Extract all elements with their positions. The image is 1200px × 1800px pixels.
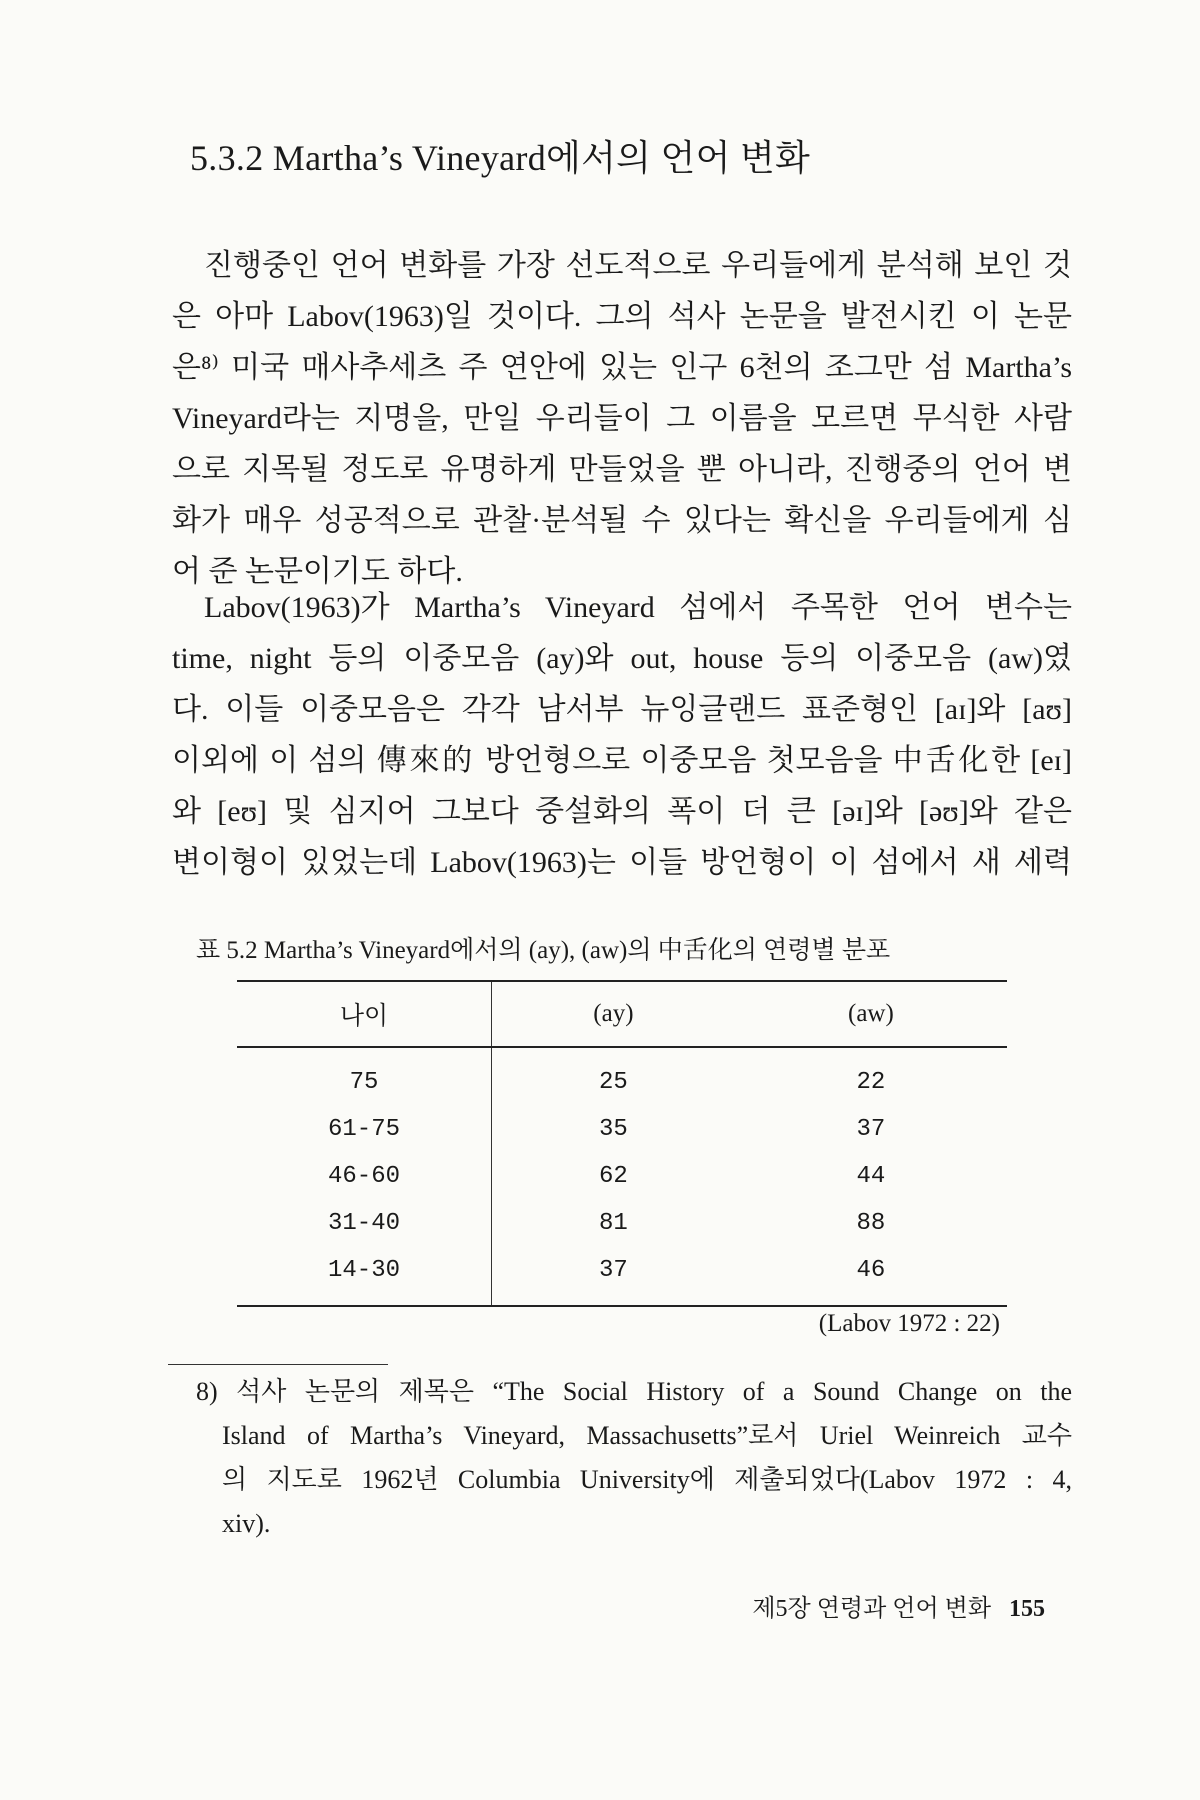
table-row (237, 1247, 1007, 1306)
footnote (196, 1370, 1072, 1546)
header-age: 나이 (237, 981, 492, 1047)
cell-ay: 25 (599, 1069, 628, 1096)
table-row (237, 1047, 1007, 1106)
paragraph-line: 은⁸⁾ 미국 매사추세츠 주 연안에 있는 인구 6천의 조그만 섬 Martha’s (172, 351, 1072, 384)
paragraph-line: 와 [eʊ] 및 심지어 그보다 중설화의 폭이 더 큰 [əɪ]와 [əʊ]와 같은 (172, 795, 1072, 828)
section-title: 5.3.2 Martha’s Vineyard에서의 언어 변화 (190, 138, 811, 178)
cell-ay: 62 (599, 1163, 628, 1190)
table-row (237, 1200, 1007, 1247)
page-number: 155 (1009, 1596, 1045, 1622)
cell-aw: 22 (856, 1069, 886, 1096)
footnote-line: Island of Martha’s Vineyard, Massachusetts”로서 Uriel Weinreich 교수 (222, 1421, 1072, 1450)
data-table (237, 980, 1007, 1307)
cell-aw: 44 (856, 1163, 886, 1190)
footnote-line: 의 지도로 1962년 Columbia University에 제출되었다(Labov 1972 : 4, (222, 1465, 1072, 1494)
running-footer (752, 1588, 1045, 1623)
chapter-title: 제5장 연령과 언어 변화 (752, 1596, 991, 1622)
paragraph-line: 진행중인 언어 변화를 가장 선도적으로 우리들에게 분석해 보인 것 (204, 249, 1072, 282)
paragraph-line: 변이형이 있었는데 Labov(1963)는 이들 방언형이 이 섬에서 새 세력 (172, 846, 1072, 879)
table-header-row (237, 981, 1007, 1047)
paragraph-line: 어 준 논문이기도 하다. (172, 555, 463, 588)
cell-aw: 46 (735, 1247, 1007, 1306)
paragraph-line: Labov(1963)가 Martha’s Vineyard 섬에서 주목한 언어 변수는 (204, 591, 1072, 624)
cell-age: 46-60 (237, 1153, 492, 1200)
cell-age: 75 (237, 1047, 492, 1106)
paragraph-line: 은 아마 Labov(1963)일 것이다. 그의 석사 논문을 발전시킨 이 논문 (172, 300, 1072, 333)
paragraph-line: 다. 이들 이중모음은 각각 남서부 뉴잉글랜드 표준형인 [aɪ]와 [aʊ] (172, 693, 1072, 726)
paragraph-line: 화가 매우 성공적으로 관찰·분석될 수 있다는 확신을 우리들에게 심 (172, 504, 1072, 537)
cell-aw: 88 (856, 1210, 886, 1237)
cell-aw: 37 (856, 1116, 886, 1143)
body-paragraph-2 (172, 582, 1072, 888)
paragraph-line: Vineyard라는 지명을, 만일 우리들이 그 이름을 모르면 무식한 사람 (172, 402, 1072, 435)
paragraph-line: 이외에 이 섬의 傳來的 방언형으로 이중모음 첫모음을 中舌化한 [eɪ] (172, 744, 1072, 777)
cell-ay: 35 (599, 1116, 628, 1143)
paragraph-line: time, night 등의 이중모음 (ay)와 out, house 등의 이중모음 (aw)였 (172, 642, 1072, 675)
cell-age: 14-30 (237, 1247, 492, 1306)
header-aw: (aw) (735, 981, 1007, 1047)
cell-ay: 81 (599, 1210, 628, 1237)
cell-age: 61-75 (237, 1106, 492, 1153)
table-source-citation: (Labov 1972 : 22) (818, 1310, 1000, 1337)
footnote-line: 8) 석사 논문의 제목은 “The Social History of a Sound Change on the (196, 1377, 1072, 1406)
paragraph-line: 으로 지목될 정도로 유명하게 만들었을 뿐 아니라, 진행중의 언어 변 (172, 453, 1072, 486)
footnote-divider (168, 1364, 388, 1365)
body-paragraph-1 (172, 240, 1072, 597)
cell-age: 31-40 (237, 1200, 492, 1247)
table-caption: 표 5.2 Martha’s Vineyard에서의 (ay), (aw)의 中舌化의 연령별 분포 (196, 937, 891, 964)
header-ay: (ay) (492, 981, 735, 1047)
table-row (237, 1106, 1007, 1153)
cell-ay: 37 (492, 1247, 735, 1306)
footnote-line: xiv). (222, 1509, 271, 1538)
table-row (237, 1153, 1007, 1200)
